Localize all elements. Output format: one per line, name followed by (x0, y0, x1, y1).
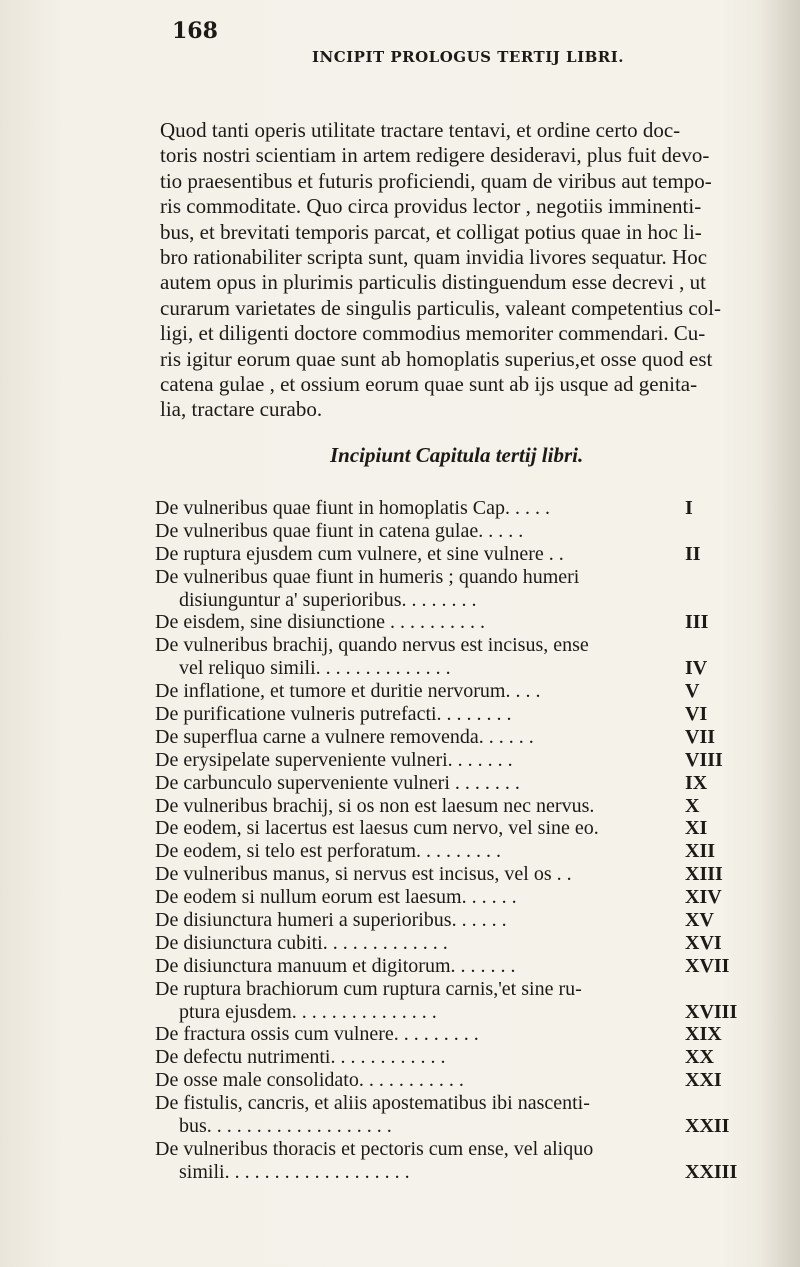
toc-entry-title: De superflua carne a vulnere removenda. . . . . . (155, 725, 534, 748)
toc-entry (155, 589, 755, 612)
prologue-line: lia, tractare curabo. (160, 397, 323, 422)
toc-entry-title: De eodem, si lacertus est laesus cum nervo, vel sine eo. (155, 817, 599, 840)
toc-entry-title: De vulneribus quae fiunt in catena gulae. . . . . (155, 519, 524, 542)
toc-entry-number: XIX (685, 1023, 722, 1046)
prologue-line: toris nostri scientiam in artem redigere desideravi, plus fuit devo- (160, 143, 710, 168)
toc-entry-number: XI (685, 817, 708, 840)
toc-entry (155, 817, 755, 840)
toc-entry (155, 909, 755, 932)
toc-entry (155, 520, 755, 543)
toc-entry-title: De carbunculo superveniente vulneri . . . . . . . (155, 771, 520, 794)
toc-entry-number: X (685, 794, 700, 817)
toc-entry-number: XVI (685, 931, 722, 954)
toc-entry-title: De purificatione vulneris putrefacti. . . . . . . . (155, 703, 512, 726)
toc-entry-number: II (685, 542, 701, 565)
toc-entry-title: De inflatione, et tumore et duritie nervorum. . . . (155, 680, 541, 703)
prologue-line: tio praesentibus et futuris proficiendi, quam de viribus aut tempo- (160, 168, 712, 193)
toc-entry-number: III (685, 611, 709, 634)
toc-entry-number: XIII (685, 863, 723, 886)
toc-entry (155, 1001, 755, 1024)
chapters-heading: Incipiunt Capitula tertij libri. (330, 443, 584, 467)
toc-entry-title: De vulneribus brachij, si os non est laesum nec nervus. (155, 794, 595, 817)
toc-entry-title: De osse male consolidato. . . . . . . . . . . (155, 1069, 464, 1092)
prologue-line: catena gulae , et ossium eorum quae sunt ab ijs usque ad genita- (160, 372, 698, 397)
table-of-contents (155, 497, 755, 1184)
toc-entry-title: De vulneribus thoracis et pectoris cum ense, vel aliquo (155, 1137, 594, 1160)
toc-entry-number: V (685, 680, 700, 703)
toc-entry-number: IV (685, 657, 708, 680)
prologue-line: ris igitur eorum quae sunt ab homoplatis superius,et osse quod est (160, 346, 713, 371)
toc-entry (155, 566, 755, 589)
toc-entry-number: XXIII (685, 1160, 738, 1183)
toc-entry (155, 955, 755, 978)
toc-entry (155, 680, 755, 703)
toc-entry (155, 795, 755, 818)
toc-entry-title: simili. . . . . . . . . . . . . . . . . . . (179, 1160, 410, 1183)
page-number: 168 (172, 18, 218, 44)
toc-entry-number: I (685, 497, 693, 519)
toc-entry-title: De erysipelate superveniente vulneri. . . . . . . (155, 748, 513, 771)
toc-entry (155, 772, 755, 795)
prologue-paragraph (160, 118, 780, 423)
toc-entry-title: vel reliquo simili. . . . . . . . . . . . . . (179, 657, 451, 680)
toc-entry-number: XVIII (685, 1000, 738, 1023)
toc-entry (155, 703, 755, 726)
toc-entry-number: IX (685, 771, 708, 794)
toc-entry-number: VIII (685, 748, 723, 771)
toc-entry-title: bus. . . . . . . . . . . . . . . . . . . (179, 1115, 392, 1138)
toc-entry-number: XV (685, 909, 714, 932)
toc-entry (155, 1092, 755, 1115)
toc-entry-title: De disiunctura manuum et digitorum. . . . . . . (155, 954, 516, 977)
prologue-line: bus, et brevitati temporis parcat, et colligat potius quae in hoc li- (160, 219, 702, 244)
toc-entry-title: De vulneribus manus, si nervus est incisus, vel os . . (155, 863, 572, 886)
toc-entry (155, 497, 755, 520)
toc-entry (155, 1138, 755, 1161)
toc-entry-title: De disiunctura cubiti. . . . . . . . . . . . . (155, 931, 448, 954)
toc-entry-title: De vulneribus quae fiunt in humeris ; quando humeri (155, 565, 580, 588)
toc-entry-number: XX (685, 1046, 714, 1069)
toc-entry-number: VII (685, 725, 716, 748)
toc-entry (155, 1115, 755, 1138)
prologue-line: autem opus in plurimis particulis distinguendum esse decrevi , ut (160, 270, 706, 295)
toc-entry-title: De ruptura brachiorum cum ruptura carnis,'et sine ru- (155, 977, 582, 1000)
toc-entry-number: XII (685, 840, 716, 863)
toc-entry (155, 863, 755, 886)
toc-entry (155, 611, 755, 634)
toc-entry (155, 1069, 755, 1092)
toc-entry-number: XXII (685, 1115, 730, 1138)
toc-entry-number: XXI (685, 1069, 722, 1092)
toc-entry-title: De ruptura ejusdem cum vulnere, et sine vulnere . . (155, 542, 564, 565)
toc-entry (155, 840, 755, 863)
toc-entry-title: De eodem, si telo est perforatum. . . . . . . . . (155, 840, 502, 863)
toc-entry-title: De fistulis, cancris, et aliis apostematibus ibi nascenti- (155, 1092, 590, 1115)
toc-entry (155, 749, 755, 772)
toc-entry-title: De eodem si nullum eorum est laesum. . . . . . (155, 886, 517, 909)
toc-entry (155, 543, 755, 566)
toc-entry (155, 978, 755, 1001)
running-head: INCIPIT PROLOGUS TERTIJ LIBRI. (312, 48, 624, 66)
toc-entry-title: De vulneribus brachij, quando nervus est incisus, ense (155, 634, 589, 657)
prologue-line: ris commoditate. Quo circa providus lector , negotiis imminenti- (160, 194, 702, 219)
toc-entry (155, 1161, 755, 1184)
toc-entry-title: disiunguntur a' superioribus. . . . . . . . (179, 588, 477, 611)
prologue-line: bro rationabiliter scripta sunt, quam invidia livores sequatur. Hoc (160, 245, 708, 270)
toc-entry (155, 932, 755, 955)
prologue-line: curarum varietates de singulis particulis, valeant competentius col- (160, 295, 721, 320)
toc-entry (155, 657, 755, 680)
toc-entry (155, 1046, 755, 1069)
toc-entry (155, 1023, 755, 1046)
toc-entry-title: De defectu nutrimenti. . . . . . . . . . . . (155, 1046, 446, 1069)
toc-entry-number: XVII (685, 954, 730, 977)
toc-entry-title: De fractura ossis cum vulnere. . . . . . . . . (155, 1023, 479, 1046)
toc-entry-title: De disiunctura humeri a superioribus. . . . . . (155, 909, 507, 932)
toc-entry-title: De eisdem, sine disiunctione . . . . . . . . . . (155, 611, 485, 634)
toc-entry-number: XIV (685, 886, 722, 909)
prologue-line: Quod tanti operis utilitate tractare tentavi, et ordine certo doc- (160, 118, 681, 142)
toc-entry (155, 726, 755, 749)
toc-entry-title: ptura ejusdem. . . . . . . . . . . . . . . (179, 1000, 437, 1023)
toc-entry (155, 634, 755, 657)
toc-entry-title: De vulneribus quae fiunt in homoplatis Cap. . . . . (155, 497, 550, 519)
toc-entry (155, 886, 755, 909)
toc-entry-number: VI (685, 703, 708, 726)
prologue-line: ligi, et diligenti doctore commodius memoriter commendari. Cu- (160, 321, 706, 346)
